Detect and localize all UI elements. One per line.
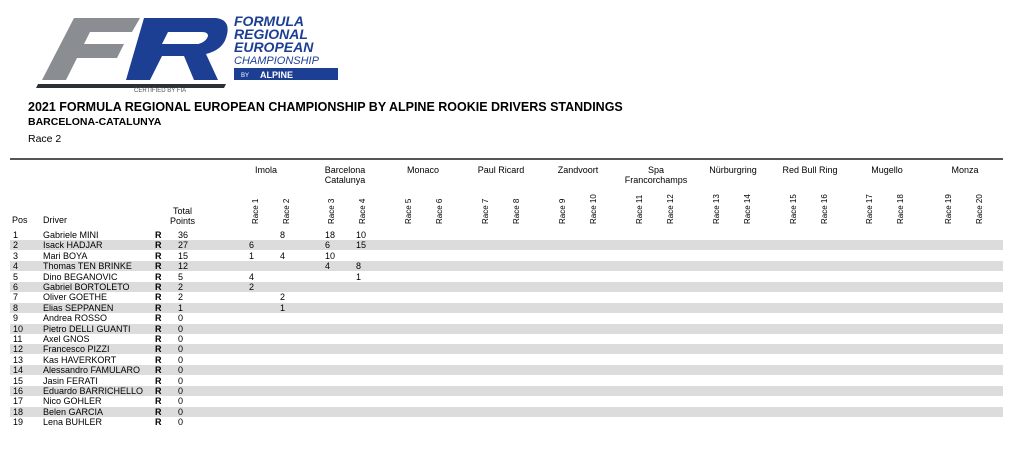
rookie-badge: R (155, 271, 162, 282)
race-points-cell: 2 (249, 282, 255, 292)
total-points-cell: 0 (178, 365, 184, 376)
rookie-badge: R (155, 250, 162, 261)
table-row (10, 344, 1003, 354)
race-header: Race 6 (435, 198, 444, 224)
race-points-cell: 6 (325, 240, 331, 251)
race-header: Race 16 (820, 194, 829, 224)
total-points-cell: 0 (178, 323, 184, 334)
driver-name-cell: Belen GARCIA (43, 406, 104, 417)
position-cell: 2 (13, 240, 19, 251)
position-cell: 3 (13, 250, 19, 261)
driver-name-cell: Andrea ROSSO (43, 313, 108, 324)
table-row (10, 303, 1003, 313)
position-cell: 6 (13, 282, 19, 292)
total-points-cell: 1 (178, 302, 184, 313)
logo-by: BY (241, 73, 250, 79)
rookie-badge: R (155, 417, 162, 428)
fr-mark-icon (36, 18, 228, 88)
circuit-name: Spa (647, 165, 664, 175)
race-header: Race 4 (358, 198, 367, 224)
total-points-cell: 0 (178, 396, 184, 407)
position-cell: 15 (13, 375, 24, 386)
rookie-badge: R (155, 334, 162, 344)
driver-name-cell: Axel GNOS (43, 334, 90, 344)
circuit-name: Monza (951, 165, 979, 175)
circuit-header (538, 165, 618, 175)
total-points-cell: 12 (178, 261, 189, 272)
driver-header: Driver (43, 215, 67, 225)
driver-name-cell: Mari BOYA (43, 250, 88, 261)
rookie-badge: R (155, 386, 162, 396)
position-cell: 8 (13, 302, 19, 313)
table-row (10, 292, 1003, 302)
table-row (10, 376, 1003, 386)
total-points-cell: 0 (178, 375, 184, 386)
total-points-cell: 0 (178, 344, 184, 355)
race-header: Race 20 (975, 194, 984, 224)
position-cell: 16 (13, 386, 24, 396)
position-cell: 7 (13, 292, 19, 303)
driver-name-cell: Nico GOHLER (43, 396, 102, 407)
race-header: Race 17 (865, 194, 874, 224)
driver-name-cell: Kas HAVERKORT (43, 354, 117, 365)
table-row (10, 334, 1003, 344)
circuit-header (383, 165, 463, 175)
driver-name-cell: Oliver GOETHE (43, 292, 108, 303)
table-row (10, 313, 1003, 323)
logo-line-championship: CHAMPIONSHIP (234, 55, 319, 67)
driver-name-cell: Isack HADJAR (43, 240, 103, 251)
race-points-cell: 1 (356, 271, 362, 282)
race-points-cell: 4 (325, 261, 331, 272)
race-points-cell: 6 (249, 240, 255, 251)
rookie-badge: R (155, 323, 162, 334)
position-cell: 14 (13, 365, 24, 376)
circuit-header (226, 165, 306, 175)
circuit-name: Mugello (871, 165, 903, 175)
race-label: Race 2 (28, 133, 62, 145)
race-points-cell: 4 (280, 250, 286, 261)
race-header: Race 18 (896, 194, 905, 224)
table-row (10, 417, 1003, 427)
circuit-header (616, 165, 696, 185)
driver-name-cell: Lena BUHLER (43, 417, 103, 428)
table-row (10, 407, 1003, 417)
rookie-badge: R (155, 406, 162, 417)
rookie-badge: R (155, 375, 162, 386)
pos-header: Pos (12, 215, 28, 225)
position-cell: 10 (13, 323, 24, 334)
total-points-cell: 0 (178, 313, 184, 324)
race-header: Race 1 (251, 198, 260, 224)
race-header: Race 7 (481, 198, 490, 224)
total-points-cell: 15 (178, 250, 189, 261)
table-row (10, 251, 1003, 261)
race-header: Race 10 (589, 194, 598, 224)
circuit-name: Monaco (406, 165, 440, 175)
position-cell: 17 (13, 396, 24, 407)
total-points-cell: 2 (178, 292, 184, 303)
circuit-header (847, 165, 927, 175)
logo-line-european: EUROPEAN (234, 39, 314, 55)
circuit-name: Barcelona (324, 165, 366, 175)
circuit-name: Zandvoort (557, 165, 599, 175)
table-row (10, 355, 1003, 365)
race-header: Race 2 (282, 198, 291, 224)
position-cell: 9 (13, 313, 19, 324)
race-header: Race 11 (635, 194, 644, 224)
table-row (10, 396, 1003, 406)
circuit-header (305, 165, 385, 185)
position-cell: 19 (13, 417, 24, 428)
circuit-header (461, 165, 541, 175)
race-points-cell: 1 (280, 302, 286, 313)
total-points-cell: 0 (178, 386, 184, 396)
circuit-name-line2: Francorchamps (624, 175, 688, 185)
race-header: Race 19 (944, 194, 953, 224)
driver-name-cell: Gabriel BORTOLETO (43, 282, 130, 292)
table-row (10, 240, 1003, 250)
position-cell: 1 (13, 230, 19, 240)
circuit-header (925, 165, 1005, 175)
driver-name-cell: Dino BEGANOVIC (43, 271, 118, 282)
total-points-cell: 0 (178, 334, 184, 344)
driver-name-cell: Elias SEPPANEN (43, 302, 114, 313)
event-subtitle: BARCELONA-CATALUNYA (28, 116, 162, 128)
position-cell: 12 (13, 344, 24, 355)
position-cell: 4 (13, 261, 19, 272)
driver-name-cell: Pietro DELLI GUANTI (43, 323, 131, 334)
race-header: Race 8 (512, 198, 521, 224)
position-cell: 18 (13, 406, 24, 417)
driver-name-cell: Gabriele MINI (43, 230, 99, 240)
circuit-header (693, 165, 773, 175)
race-points-cell: 2 (280, 292, 286, 303)
rookie-badge: R (155, 292, 162, 303)
race-points-cell: 18 (325, 230, 336, 240)
circuit-name-line2: Catalunya (324, 175, 366, 185)
total-points-cell: 0 (178, 406, 184, 417)
circuit-name: Paul Ricard (477, 165, 525, 175)
circuit-header (770, 165, 850, 175)
table-row (10, 261, 1003, 271)
total-header-line1: Total (173, 206, 193, 216)
circuit-name: Nürburgring (709, 165, 757, 175)
table-row (10, 386, 1003, 396)
total-points-cell: 36 (178, 230, 189, 240)
position-cell: 13 (13, 354, 24, 365)
logo-line-regional: REGIONAL (234, 26, 308, 42)
rookie-badge: R (155, 313, 162, 324)
page-title: 2021 FORMULA REGIONAL EUROPEAN CHAMPIONSHIP BY ALPINE ROOKIE DRIVERS STANDINGS (28, 100, 623, 114)
position-cell: 11 (13, 334, 23, 344)
table-row (10, 365, 1003, 375)
driver-name-cell: Thomas TEN BRINKE (43, 261, 132, 272)
race-header: Race 5 (404, 198, 413, 224)
rookie-badge: R (155, 230, 162, 240)
race-points-cell: 1 (249, 250, 255, 261)
race-header: Race 13 (712, 194, 721, 224)
race-header: Race 9 (558, 198, 567, 224)
total-points-cell: 0 (178, 354, 184, 365)
fre-logo (28, 8, 358, 92)
race-points-cell: 10 (325, 250, 336, 261)
rookie-badge: R (155, 240, 162, 251)
table-row (10, 272, 1003, 282)
rookie-badge: R (155, 282, 162, 292)
rookie-badge: R (155, 354, 162, 365)
driver-name-cell: Jasin FERATI (43, 375, 98, 386)
table-row (10, 230, 1003, 240)
total-header-line2: Points (170, 216, 196, 226)
driver-name-cell: Eduardo BARRICHELLO (43, 386, 144, 396)
race-points-cell: 10 (356, 230, 367, 240)
race-header: Race 3 (327, 198, 336, 224)
position-cell: 5 (13, 271, 19, 282)
total-points-cell: 0 (178, 417, 184, 428)
race-points-cell: 4 (249, 271, 255, 282)
total-points-cell: 2 (178, 282, 184, 292)
race-points-cell: 15 (356, 240, 367, 251)
rookie-badge: R (155, 365, 162, 376)
circuit-name: Imola (254, 165, 277, 175)
total-points-header (170, 206, 195, 226)
race-points-cell: 8 (280, 230, 286, 240)
driver-name-cell: Alessandro FAMULARO (43, 365, 141, 376)
logo-brand: ALPINE (260, 70, 294, 80)
rookie-badge: R (155, 344, 162, 355)
race-points-cell: 8 (356, 261, 362, 272)
table-row (10, 282, 1003, 292)
logo-certified: CERTIFIED BY FIA (134, 88, 187, 92)
header-rule (10, 158, 1003, 160)
race-header: Race 12 (666, 194, 675, 224)
rookie-badge: R (155, 261, 162, 272)
total-points-cell: 5 (178, 271, 184, 282)
driver-name-cell: Francesco PIZZI (43, 344, 110, 355)
rookie-badge: R (155, 396, 162, 407)
race-header: Race 14 (743, 194, 752, 224)
race-header: Race 15 (789, 194, 798, 224)
circuit-name: Red Bull Ring (782, 165, 838, 175)
rookie-badge: R (155, 302, 162, 313)
total-points-cell: 27 (178, 240, 189, 251)
table-row (10, 324, 1003, 334)
logo-line-formula: FORMULA (234, 13, 304, 29)
